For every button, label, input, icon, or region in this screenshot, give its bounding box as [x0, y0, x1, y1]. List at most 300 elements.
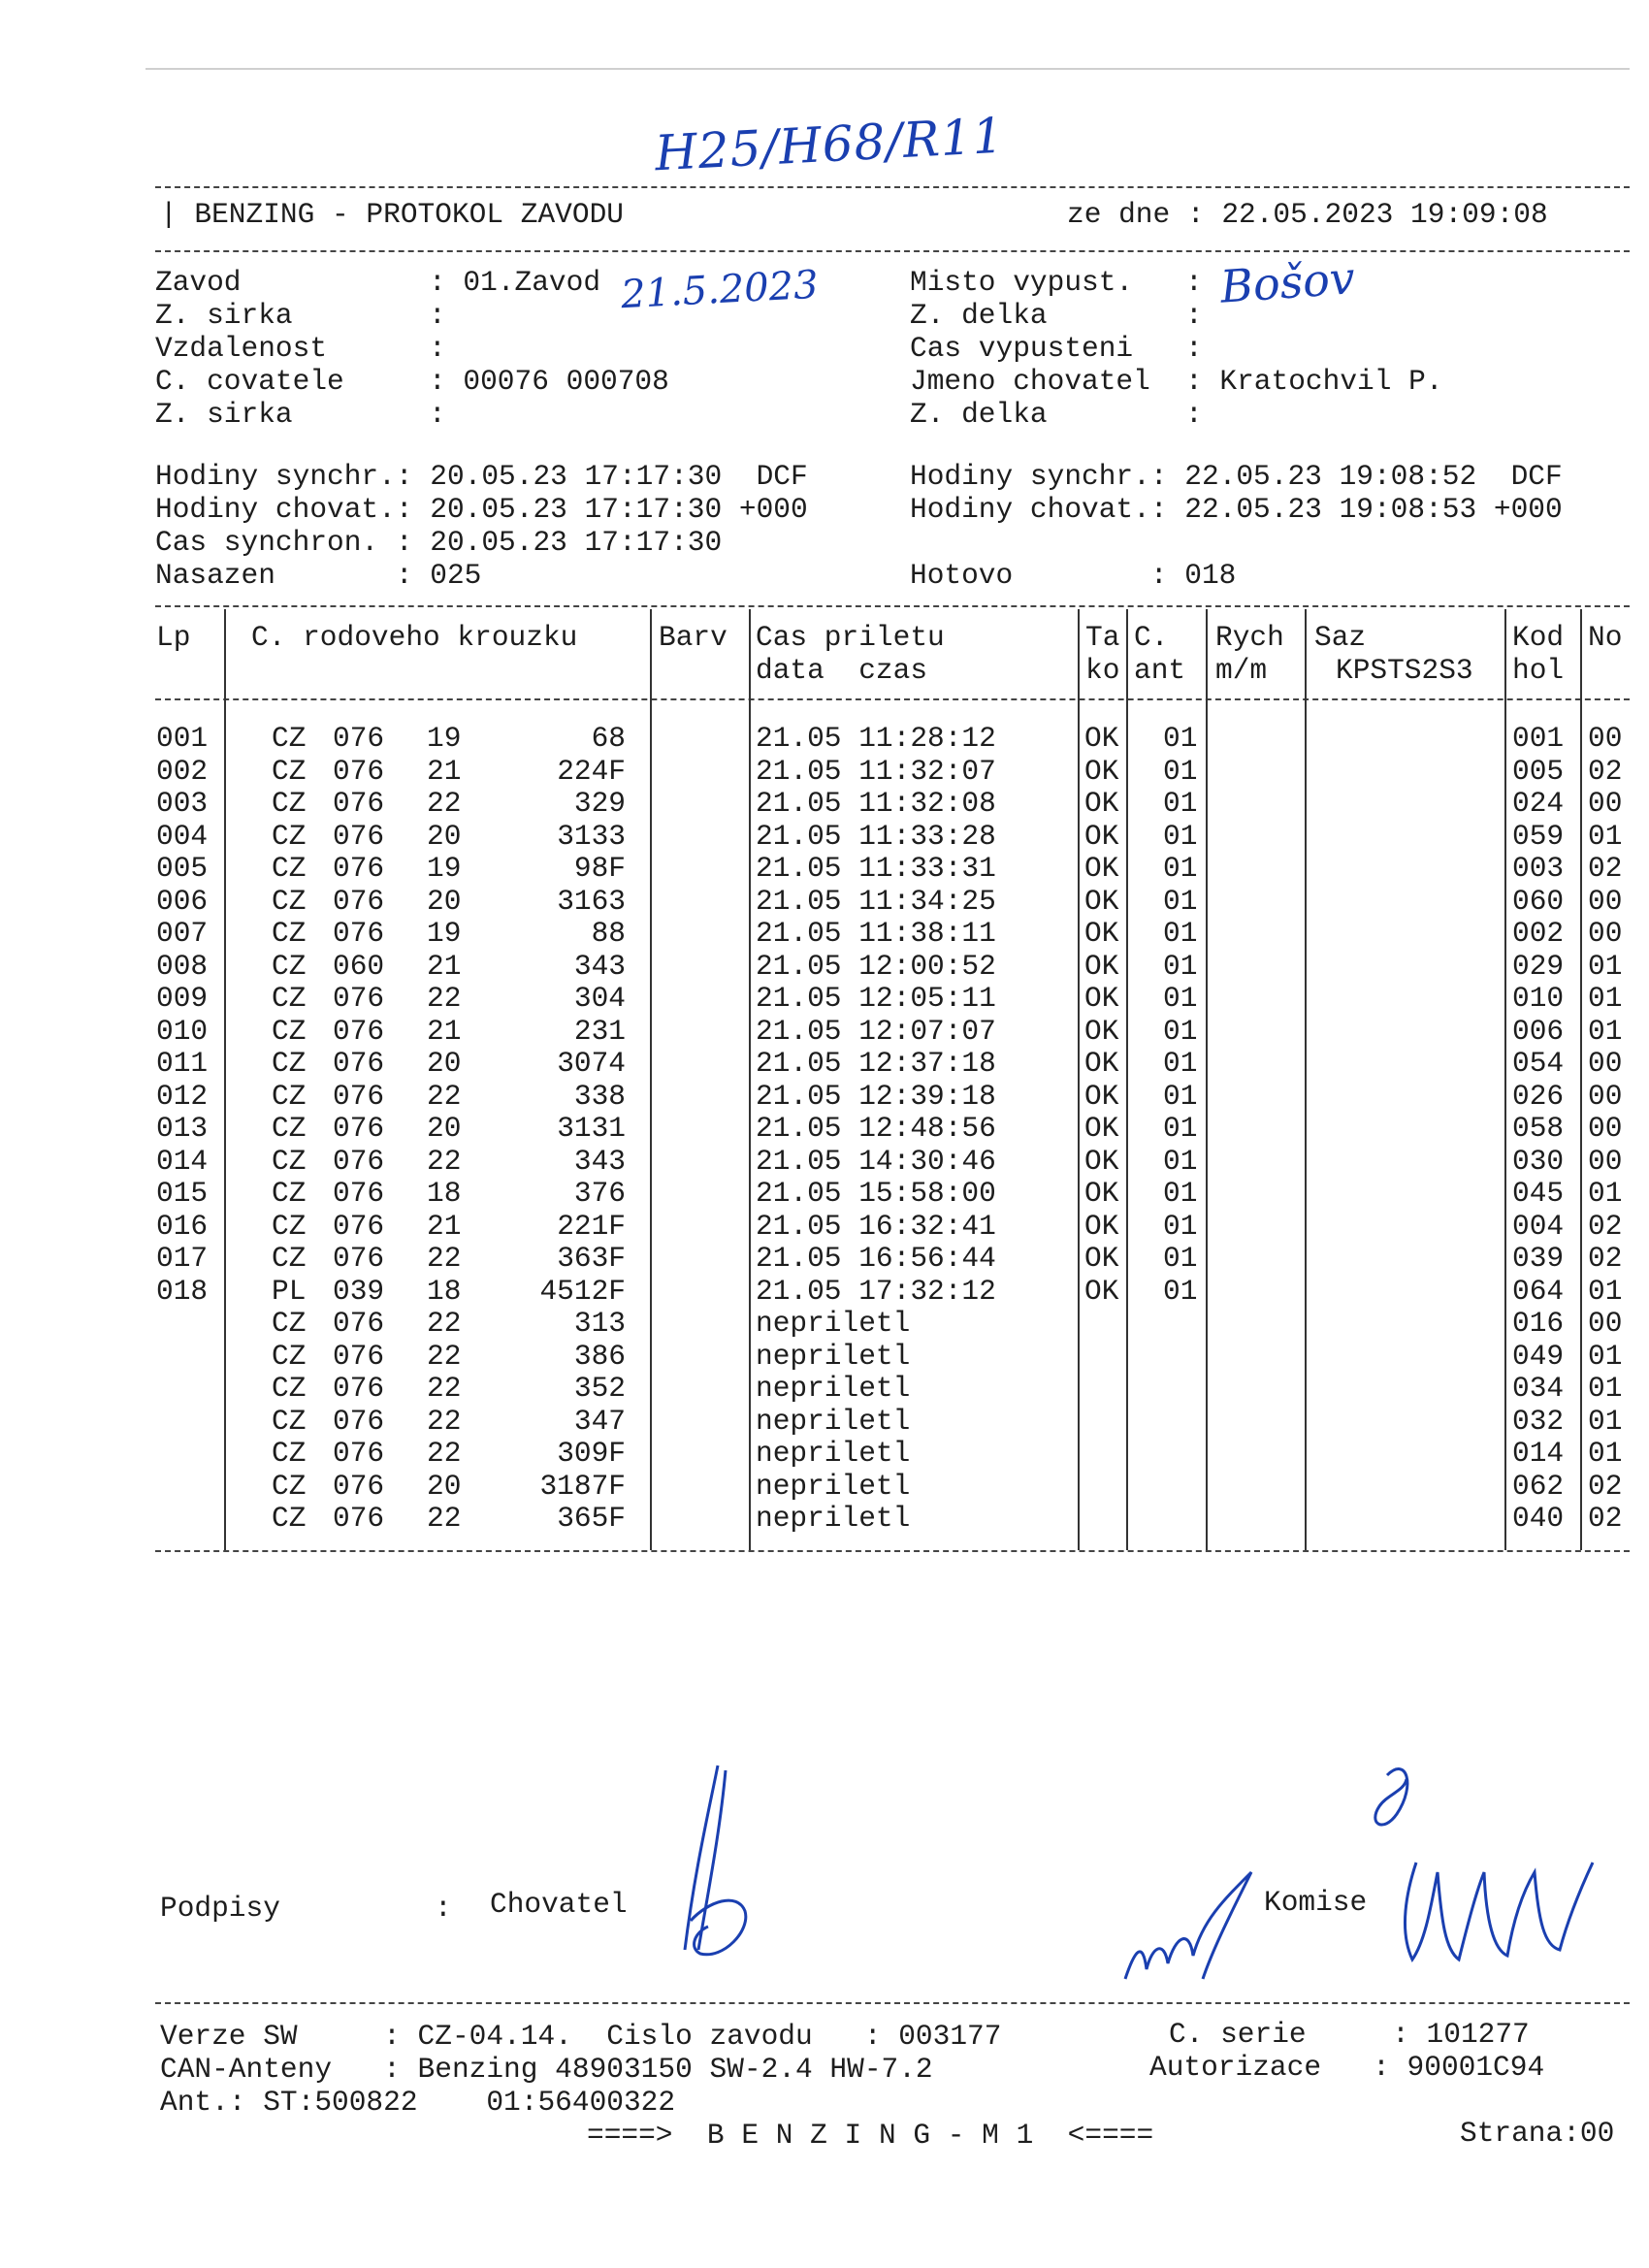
- clock-line-left: Nasazen : 025: [155, 559, 482, 592]
- cell-no: 01: [1588, 949, 1623, 983]
- cell-position: 013: [156, 1112, 209, 1145]
- col-header-antenna-sub: ant: [1134, 654, 1186, 687]
- cell-country: CZ: [272, 1242, 307, 1275]
- cell-ring-number: 343: [573, 1144, 626, 1178]
- cell-org: 076: [333, 1469, 385, 1503]
- cell-country: CZ: [272, 754, 307, 788]
- cell-arrival: nepriletl: [756, 1437, 911, 1470]
- table-row: [150, 1177, 1630, 1210]
- cell-org: 076: [333, 1339, 385, 1373]
- cell-org: 076: [333, 1144, 385, 1178]
- cell-code: 010: [1512, 982, 1565, 1015]
- table-row: [150, 1307, 1630, 1340]
- cell-position: 012: [156, 1079, 209, 1113]
- col-header-speed-sub: m/m: [1215, 654, 1268, 687]
- cell-ring-number: 313: [573, 1307, 626, 1340]
- cell-arrival: 21.05 11:34:25: [756, 884, 996, 918]
- cell-ring-number: 304: [573, 982, 626, 1015]
- cell-code: 004: [1512, 1209, 1565, 1243]
- footer-line: Verze SW : CZ-04.14. Cislo zavodu : 003177: [160, 2020, 1002, 2053]
- col-header-lp: Lp: [156, 621, 191, 654]
- cell-no: 00: [1588, 884, 1623, 918]
- cell-status: OK: [1084, 1047, 1119, 1080]
- report-title: | BENZING - PROTOKOL ZAVODU: [160, 198, 624, 231]
- cell-year: 21: [427, 1209, 462, 1243]
- cell-antenna: 01: [1163, 1079, 1198, 1113]
- cell-code: 054: [1512, 1047, 1565, 1080]
- cell-arrival: 21.05 12:00:52: [756, 949, 996, 983]
- cell-org: 076: [333, 1209, 385, 1243]
- race-info-value: : 01.Zavod: [429, 266, 601, 299]
- table-row: [150, 1470, 1630, 1503]
- cell-status: OK: [1084, 1112, 1119, 1145]
- footer-line: C. serie : 101277: [1169, 2018, 1530, 2051]
- cell-antenna: 01: [1163, 819, 1198, 853]
- cell-country: CZ: [272, 819, 307, 853]
- cell-code: 049: [1512, 1339, 1565, 1373]
- cell-status: OK: [1084, 852, 1119, 885]
- cell-arrival: 21.05 12:05:11: [756, 982, 996, 1015]
- col-header-speed: Rych: [1215, 621, 1284, 654]
- cell-ring-number: 4512F: [539, 1274, 626, 1308]
- cell-org: 076: [333, 1437, 385, 1470]
- cell-position: 015: [156, 1177, 209, 1210]
- race-info-value: :: [1185, 266, 1203, 299]
- race-info-label: C. covatele: [155, 365, 344, 398]
- cell-ring-number: 343: [573, 949, 626, 983]
- cell-year: 20: [427, 1047, 462, 1080]
- cell-code: 003: [1512, 852, 1565, 885]
- cell-org: 076: [333, 819, 385, 853]
- header-bottom-rule: [155, 250, 1630, 252]
- cell-antenna: 01: [1163, 1014, 1198, 1048]
- cell-ring-number: 221F: [557, 1209, 626, 1243]
- cell-country: CZ: [272, 1339, 307, 1373]
- cell-no: 01: [1588, 819, 1623, 853]
- cell-year: 22: [427, 1307, 462, 1340]
- cell-country: CZ: [272, 917, 307, 950]
- cell-antenna: 01: [1163, 949, 1198, 983]
- col-header-ring: C. rodoveho krouzku: [251, 621, 578, 654]
- cell-antenna: 01: [1163, 754, 1198, 788]
- cell-year: 20: [427, 884, 462, 918]
- col-header-no: No: [1588, 621, 1623, 654]
- col-header-code-sub: hol: [1512, 654, 1565, 687]
- col-header-bet-sub: KPSTS2S3: [1336, 654, 1473, 687]
- cell-country: CZ: [272, 1404, 307, 1438]
- cell-no: 02: [1588, 1209, 1623, 1243]
- table-row: [150, 1015, 1630, 1048]
- cell-country: CZ: [272, 1112, 307, 1145]
- cell-status: OK: [1084, 982, 1119, 1015]
- cell-antenna: 01: [1163, 917, 1198, 950]
- cell-year: 21: [427, 1014, 462, 1048]
- table-header-rule: [155, 698, 1630, 700]
- cell-ring-number: 231: [573, 1014, 626, 1048]
- signatures-label: Podpisy: [160, 1892, 280, 1925]
- cell-org: 076: [333, 1502, 385, 1535]
- handwritten-date: 21.5.2023: [619, 262, 820, 318]
- cell-code: 006: [1512, 1014, 1565, 1048]
- race-info-label: Zavod: [155, 266, 242, 299]
- cell-no: 01: [1588, 1437, 1623, 1470]
- cell-antenna: 01: [1163, 1209, 1198, 1243]
- cell-antenna: 01: [1163, 1274, 1198, 1308]
- cell-antenna: 01: [1163, 884, 1198, 918]
- col-header-code: Kod: [1512, 621, 1565, 654]
- cell-antenna: 01: [1163, 1177, 1198, 1210]
- cell-org: 076: [333, 722, 385, 755]
- cell-code: 001: [1512, 722, 1565, 755]
- cell-arrival: 21.05 12:37:18: [756, 1047, 996, 1080]
- cell-position: 010: [156, 1014, 209, 1048]
- cell-no: 00: [1588, 1112, 1623, 1145]
- table-row: [150, 1210, 1630, 1243]
- cell-no: 02: [1588, 1469, 1623, 1503]
- race-info-value: :: [1185, 332, 1203, 365]
- cell-ring-number: 3131: [557, 1112, 626, 1145]
- cell-year: 21: [427, 754, 462, 788]
- race-info-value: :: [429, 398, 446, 431]
- table-row: [150, 917, 1630, 950]
- committee-signature-label: Komise: [1264, 1886, 1368, 1919]
- cell-year: 21: [427, 949, 462, 983]
- cell-status: OK: [1084, 1144, 1119, 1178]
- cell-position: 016: [156, 1209, 209, 1243]
- cell-position: 004: [156, 819, 209, 853]
- cell-year: 19: [427, 722, 462, 755]
- table-row: [150, 820, 1630, 853]
- cell-year: 22: [427, 1372, 462, 1405]
- cell-no: 01: [1588, 1339, 1623, 1373]
- cell-code: 058: [1512, 1112, 1565, 1145]
- cell-code: 029: [1512, 949, 1565, 983]
- col-header-tako: Ta: [1085, 621, 1120, 654]
- cell-ring-number: 347: [573, 1404, 626, 1438]
- race-info-label: Jmeno chovatel: [910, 365, 1150, 398]
- race-info-value: :: [429, 332, 446, 365]
- cell-position: 009: [156, 982, 209, 1015]
- table-row: [150, 852, 1630, 885]
- cell-no: 02: [1588, 1502, 1623, 1535]
- race-info-label: Misto vypust.: [910, 266, 1134, 299]
- cell-status: OK: [1084, 884, 1119, 918]
- cell-org: 076: [333, 884, 385, 918]
- cell-antenna: 01: [1163, 787, 1198, 820]
- cell-org: 076: [333, 1079, 385, 1113]
- cell-year: 20: [427, 1469, 462, 1503]
- table-row: [150, 787, 1630, 820]
- cell-no: 00: [1588, 917, 1623, 950]
- cell-ring-number: 352: [573, 1372, 626, 1405]
- cell-position: 014: [156, 1144, 209, 1178]
- report-date: ze dne : 22.05.2023 19:09:08: [1067, 198, 1548, 231]
- cell-no: 00: [1588, 1144, 1623, 1178]
- cell-year: 22: [427, 982, 462, 1015]
- cell-org: 076: [333, 1242, 385, 1275]
- cell-arrival: 21.05 12:39:18: [756, 1079, 996, 1113]
- cell-arrival: nepriletl: [756, 1502, 911, 1535]
- cell-country: CZ: [272, 722, 307, 755]
- cell-arrival: 21.05 11:33:31: [756, 852, 996, 885]
- cell-country: CZ: [272, 1307, 307, 1340]
- cell-ring-number: 88: [591, 917, 626, 950]
- table-bottom-rule: [155, 1550, 1630, 1552]
- cell-org: 039: [333, 1274, 385, 1308]
- col-header-bet: Saz: [1314, 621, 1367, 654]
- cell-antenna: 01: [1163, 1047, 1198, 1080]
- cell-country: CZ: [272, 1209, 307, 1243]
- cell-position: 018: [156, 1274, 209, 1308]
- cell-country: CZ: [272, 787, 307, 820]
- cell-code: 059: [1512, 819, 1565, 853]
- cell-no: 01: [1588, 1177, 1623, 1210]
- race-info-label: Cas vypusteni: [910, 332, 1134, 365]
- cell-status: OK: [1084, 1079, 1119, 1113]
- col-header-color: Barv: [659, 621, 728, 654]
- cell-year: 22: [427, 1144, 462, 1178]
- cell-arrival: 21.05 11:32:08: [756, 787, 996, 820]
- table-row: [150, 1340, 1630, 1373]
- cell-org: 076: [333, 754, 385, 788]
- cell-position: 002: [156, 754, 209, 788]
- cell-status: OK: [1084, 1274, 1119, 1308]
- cell-year: 22: [427, 1502, 462, 1535]
- footer-line: Autorizace : 90001C94: [1149, 2051, 1545, 2084]
- cell-ring-number: 3074: [557, 1047, 626, 1080]
- cell-year: 18: [427, 1177, 462, 1210]
- cell-status: OK: [1084, 1242, 1119, 1275]
- cell-no: 01: [1588, 1404, 1623, 1438]
- cell-org: 060: [333, 949, 385, 983]
- results-table: [150, 592, 1630, 1576]
- cell-code: 064: [1512, 1274, 1565, 1308]
- cell-country: CZ: [272, 1469, 307, 1503]
- cell-no: 02: [1588, 852, 1623, 885]
- table-row: [150, 1080, 1630, 1113]
- cell-code: 045: [1512, 1177, 1565, 1210]
- cell-year: 20: [427, 1112, 462, 1145]
- cell-country: CZ: [272, 884, 307, 918]
- cell-country: PL: [272, 1274, 307, 1308]
- cell-org: 076: [333, 1404, 385, 1438]
- cell-org: 076: [333, 1112, 385, 1145]
- breeder-signature-label: Chovatel: [490, 1888, 628, 1921]
- cell-antenna: 01: [1163, 1242, 1198, 1275]
- paper-edge: [146, 68, 1630, 70]
- footer-line: Ant.: ST:500822 01:56400322: [160, 2086, 676, 2119]
- table-row: [150, 1502, 1630, 1535]
- cell-antenna: 01: [1163, 722, 1198, 755]
- handwritten-place: Bošov: [1218, 251, 1357, 313]
- cell-arrival: nepriletl: [756, 1339, 911, 1373]
- cell-ring-number: 98F: [573, 852, 626, 885]
- cell-year: 18: [427, 1274, 462, 1308]
- cell-ring-number: 386: [573, 1339, 626, 1373]
- cell-arrival: nepriletl: [756, 1404, 911, 1438]
- table-row: [150, 982, 1630, 1015]
- cell-position: 001: [156, 722, 209, 755]
- table-row: [150, 1112, 1630, 1145]
- cell-no: 02: [1588, 754, 1623, 788]
- cell-status: OK: [1084, 917, 1119, 950]
- cell-no: 00: [1588, 722, 1623, 755]
- footer-rule: [155, 2002, 1630, 2004]
- cell-status: OK: [1084, 1177, 1119, 1210]
- cell-arrival: 21.05 11:28:12: [756, 722, 996, 755]
- cell-org: 076: [333, 1307, 385, 1340]
- clock-line-right: Hodiny synchr.: 22.05.23 19:08:52 DCF: [910, 460, 1563, 493]
- cell-org: 076: [333, 1177, 385, 1210]
- handwritten-code: H25/H68/R11: [653, 107, 1006, 182]
- cell-arrival: 21.05 14:30:46: [756, 1144, 996, 1178]
- cell-org: 076: [333, 1014, 385, 1048]
- cell-country: CZ: [272, 949, 307, 983]
- cell-org: 076: [333, 852, 385, 885]
- table-top-rule: [155, 605, 1630, 607]
- cell-ring-number: 338: [573, 1079, 626, 1113]
- col-header-antenna: C.: [1134, 621, 1169, 654]
- cell-ring-number: 68: [591, 722, 626, 755]
- cell-arrival: 21.05 11:33:28: [756, 819, 996, 853]
- footer-line: CAN-Anteny : Benzing 48903150 SW-2.4 HW-7.2: [160, 2053, 933, 2086]
- cell-no: 01: [1588, 1014, 1623, 1048]
- cell-country: CZ: [272, 1144, 307, 1178]
- cell-no: 00: [1588, 1079, 1623, 1113]
- cell-antenna: 01: [1163, 1144, 1198, 1178]
- cell-status: OK: [1084, 1209, 1119, 1243]
- cell-antenna: 01: [1163, 982, 1198, 1015]
- cell-no: 00: [1588, 1307, 1623, 1340]
- table-row: [150, 1275, 1630, 1308]
- cell-arrival: nepriletl: [756, 1469, 911, 1503]
- cell-status: OK: [1084, 1014, 1119, 1048]
- table-row: [150, 950, 1630, 983]
- cell-position: 007: [156, 917, 209, 950]
- race-info-label: Z. delka: [910, 299, 1048, 332]
- cell-org: 076: [333, 1372, 385, 1405]
- race-info-label: Z. delka: [910, 398, 1048, 431]
- cell-status: OK: [1084, 819, 1119, 853]
- cell-ring-number: 363F: [557, 1242, 626, 1275]
- cell-ring-number: 309F: [557, 1437, 626, 1470]
- cell-arrival: nepriletl: [756, 1307, 911, 1340]
- race-info-value: : Kratochvil P.: [1185, 365, 1443, 398]
- cell-code: 026: [1512, 1079, 1565, 1113]
- cell-org: 076: [333, 1047, 385, 1080]
- race-info-value: :: [1185, 398, 1203, 431]
- cell-ring-number: 3187F: [539, 1469, 626, 1503]
- footer: [155, 2014, 1630, 2159]
- table-row: [150, 1405, 1630, 1438]
- cell-code: 014: [1512, 1437, 1565, 1470]
- cell-antenna: 01: [1163, 852, 1198, 885]
- cell-year: 19: [427, 917, 462, 950]
- cell-status: OK: [1084, 754, 1119, 788]
- signatures-colon: :: [435, 1892, 452, 1925]
- cell-org: 076: [333, 787, 385, 820]
- cell-ring-number: 329: [573, 787, 626, 820]
- cell-country: CZ: [272, 1047, 307, 1080]
- table-row: [150, 722, 1630, 755]
- race-info-label: Z. sirka: [155, 299, 293, 332]
- race-info-label: Vzdalenost: [155, 332, 328, 365]
- cell-country: CZ: [272, 1437, 307, 1470]
- cell-position: 008: [156, 949, 209, 983]
- cell-no: 01: [1588, 982, 1623, 1015]
- cell-year: 22: [427, 1339, 462, 1373]
- clock-line-left: Hodiny synchr.: 20.05.23 17:17:30 DCF: [155, 460, 808, 493]
- cell-position: 011: [156, 1047, 209, 1080]
- brand-banner: ====> B E N Z I N G - M 1 <====: [587, 2119, 1154, 2152]
- cell-no: 01: [1588, 1274, 1623, 1308]
- race-info-label: Z. sirka: [155, 398, 293, 431]
- table-row: [150, 1145, 1630, 1178]
- table-row: [150, 1242, 1630, 1275]
- cell-arrival: 21.05 11:32:07: [756, 754, 996, 788]
- cell-status: OK: [1084, 949, 1119, 983]
- cell-country: CZ: [272, 1079, 307, 1113]
- cell-year: 22: [427, 1437, 462, 1470]
- cell-status: OK: [1084, 722, 1119, 755]
- cell-year: 20: [427, 819, 462, 853]
- cell-arrival: 21.05 12:48:56: [756, 1112, 996, 1145]
- cell-no: 00: [1588, 1047, 1623, 1080]
- page-number: Strana:00: [1460, 2117, 1615, 2150]
- cell-org: 076: [333, 982, 385, 1015]
- cell-ring-number: 3133: [557, 819, 626, 853]
- cell-position: 003: [156, 787, 209, 820]
- cell-ring-number: 3163: [557, 884, 626, 918]
- col-header-arrival-sub: data czas: [756, 654, 928, 687]
- cell-code: 040: [1512, 1502, 1565, 1535]
- race-info-value: : 00076 000708: [429, 365, 669, 398]
- cell-no: 01: [1588, 1372, 1623, 1405]
- cell-org: 076: [333, 917, 385, 950]
- cell-country: CZ: [272, 852, 307, 885]
- cell-position: 005: [156, 852, 209, 885]
- table-row: [150, 885, 1630, 918]
- cell-arrival: 21.05 16:32:41: [756, 1209, 996, 1243]
- race-info-value: :: [429, 299, 446, 332]
- cell-arrival: 21.05 15:58:00: [756, 1177, 996, 1210]
- cell-year: 22: [427, 1242, 462, 1275]
- breeder-signature: [630, 1756, 776, 1979]
- cell-code: 032: [1512, 1404, 1565, 1438]
- cell-code: 060: [1512, 884, 1565, 918]
- table-row: [150, 1437, 1630, 1470]
- cell-country: CZ: [272, 1372, 307, 1405]
- table-row: [150, 755, 1630, 788]
- cell-code: 039: [1512, 1242, 1565, 1275]
- cell-code: 062: [1512, 1469, 1565, 1503]
- cell-year: 19: [427, 852, 462, 885]
- cell-arrival: 21.05 17:32:12: [756, 1274, 996, 1308]
- cell-country: CZ: [272, 982, 307, 1015]
- cell-position: 017: [156, 1242, 209, 1275]
- cell-antenna: 01: [1163, 1112, 1198, 1145]
- cell-code: 030: [1512, 1144, 1565, 1178]
- cell-arrival: 21.05 16:56:44: [756, 1242, 996, 1275]
- col-header-tako-sub: ko: [1085, 654, 1120, 687]
- cell-no: 00: [1588, 787, 1623, 820]
- cell-position: 006: [156, 884, 209, 918]
- cell-code: 034: [1512, 1372, 1565, 1405]
- cell-country: CZ: [272, 1177, 307, 1210]
- cell-arrival: 21.05 12:07:07: [756, 1014, 996, 1048]
- committee-signature: [1096, 1756, 1620, 2037]
- cell-country: CZ: [272, 1014, 307, 1048]
